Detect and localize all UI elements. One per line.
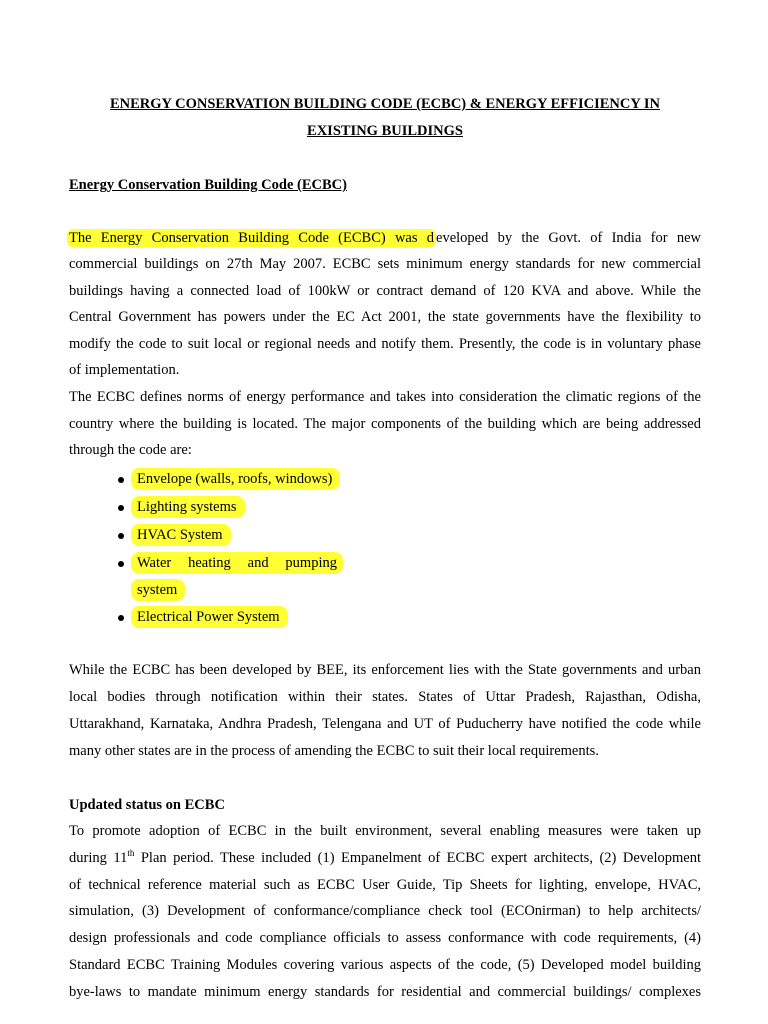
- list-item-continuation: [69, 579, 701, 601]
- para4-line-4: simulation, (3) Development of conformance/compliance check tool (ECOnirman) to help architects/: [69, 903, 701, 919]
- document-title-line-2: EXISTING BUILDINGS: [307, 123, 463, 139]
- para2-line-2: country where the building is located. The major components of the building which are being addressed: [69, 416, 701, 432]
- para3-line-2: local bodies through notification within their states. States of Uttar Pradesh, Rajasthan, Odisha,: [69, 689, 701, 705]
- list-item-text: Electrical Power System: [131, 606, 288, 628]
- para4-line-6: Standard ECBC Training Modules covering various aspects of the code, (5) Developed model building: [69, 957, 701, 973]
- para4-line-7: bye-laws to mandate minimum energy standards for residential and commercial buildings/ complexes: [69, 984, 701, 1000]
- list-item-text: Water heating and pumping: [131, 552, 343, 574]
- section-heading-ecbc: Energy Conservation Building Code (ECBC): [69, 177, 347, 193]
- section-heading-updated-status: Updated status on ECBC: [69, 797, 225, 813]
- list-item-text: HVAC System: [131, 524, 231, 546]
- para1-line-5: modify the code to suit local or regional needs and notify them. Presently, the code is in voluntary phase: [69, 336, 701, 352]
- para3-line-3: Uttarakhand, Karnataka, Andhra Pradesh, Telengana and UT of Puducherry have notified the code while: [69, 716, 701, 732]
- list-item: [69, 468, 701, 490]
- list-item-text: system: [131, 579, 185, 601]
- para3-line-1: While the ECBC has been developed by BEE, its enforcement lies with the State governments and urban: [69, 662, 701, 678]
- bullet-icon: [118, 615, 124, 621]
- para1-line-3: buildings having a connected load of 100kW or contract demand of 120 KVA and above. While the: [69, 283, 701, 299]
- highlighted-text: The Energy Conservation Building Code (ECBC) was d: [69, 230, 435, 246]
- list-item: [69, 524, 701, 546]
- para4-line-2-pre: during 11: [69, 850, 128, 866]
- bullet-icon: [118, 561, 124, 567]
- para2-line-3: through the code are:: [69, 442, 192, 458]
- para1-line-4: Central Government has powers under the EC Act 2001, the state governments have the flexibility to: [69, 309, 701, 325]
- list-item: [69, 606, 701, 628]
- para4-line-3: of technical reference material such as ECBC User Guide, Tip Sheets for lighting, envelope, HVAC,: [69, 877, 701, 893]
- para1-line-6: of implementation.: [69, 362, 180, 378]
- superscript-th: th: [127, 848, 135, 859]
- para1-line-1: [69, 228, 701, 248]
- para4-line-2: [69, 848, 701, 868]
- list-item: [69, 552, 701, 574]
- para1-line-1-rest: eveloped by the Govt. of India for new: [436, 230, 701, 246]
- document-title-line-1: ENERGY CONSERVATION BUILDING CODE (ECBC) & ENERGY EFFICIENCY IN: [109, 96, 661, 112]
- bullet-icon: [118, 505, 124, 511]
- list-item: [69, 496, 701, 518]
- list-item-text: Envelope (walls, roofs, windows): [131, 468, 340, 490]
- para3-line-4: many other states are in the process of amending the ECBC to suit their local requirements.: [69, 743, 599, 759]
- para2-line-1: The ECBC defines norms of energy performance and takes into consideration the climatic regions of the: [69, 389, 701, 405]
- bullet-icon: [118, 477, 124, 483]
- bullet-icon: [118, 533, 124, 539]
- para4-line-1: To promote adoption of ECBC in the built environment, several enabling measures were taken up: [69, 823, 701, 839]
- list-item-text: Lighting systems: [131, 496, 245, 518]
- para4-line-5: design professionals and code compliance officials to assess conformance with code requirements, (4): [69, 930, 701, 946]
- para4-line-2-post: Plan period. These included (1) Empanelment of ECBC expert architects, (2) Development: [134, 850, 701, 866]
- para1-line-2: commercial buildings on 27th May 2007. ECBC sets minimum energy standards for new commercial: [69, 256, 701, 272]
